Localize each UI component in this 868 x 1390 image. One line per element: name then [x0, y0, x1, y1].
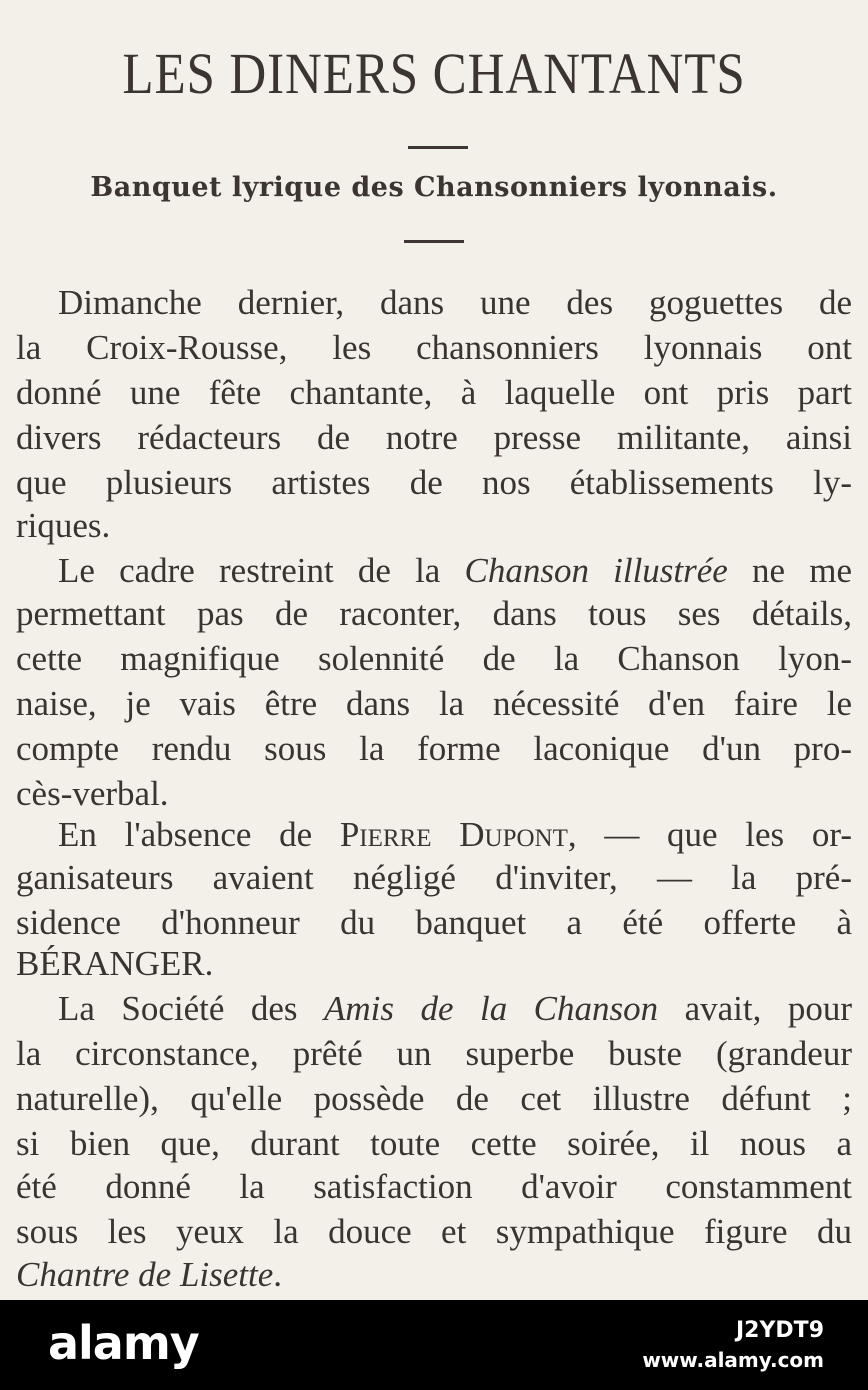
- text-run: , — que les or-: [567, 815, 852, 854]
- article-title: LES DINERS CHANTANTS: [122, 41, 746, 106]
- text-line: [58, 986, 852, 1032]
- site-url: www.alamy.com: [642, 1348, 824, 1372]
- title-divider: [408, 146, 468, 149]
- italic-title: Chantre de Lisette: [16, 1255, 274, 1294]
- text-line: riques.: [16, 506, 111, 545]
- text-line: compte rendu sous la forme laconique d'un pro-: [16, 729, 852, 768]
- text-line: si bien que, durant toute cette soirée, il nous a: [16, 1124, 852, 1163]
- text-line: BÉRANGER.: [16, 944, 214, 983]
- text-run: En l'absence de: [58, 815, 340, 854]
- text-line: cette magnifique solennité de la Chanson lyon-: [16, 639, 852, 678]
- text-line: sous les yeux la douce et sympathique figure du: [16, 1212, 852, 1251]
- text-run: avait, pour: [658, 989, 852, 1028]
- italic-title: Chanson illustrée: [464, 551, 728, 590]
- text-line: naise, je vais être dans la nécessité d'en faire le: [16, 684, 852, 723]
- text-line: divers rédacteurs de notre presse militante, ainsi: [16, 418, 852, 457]
- text-line: [58, 548, 852, 594]
- small-caps-name: Pierre Dupont: [339, 815, 568, 854]
- text-line: sidence d'honneur du banquet a été offerte à: [16, 903, 852, 942]
- text-run: ne me: [727, 551, 852, 590]
- text-line: permettant pas de raconter, dans tous ses détails,: [16, 594, 852, 633]
- italic-title: Amis de la Chanson: [324, 989, 659, 1028]
- text-line: donné une fête chantante, à laquelle ont pris part: [16, 373, 852, 412]
- text-line: ganisateurs avaient négligé d'inviter, — la pré-: [16, 858, 852, 897]
- text-line: la Croix-Rousse, les chansonniers lyonnais ont: [16, 328, 852, 367]
- article-subtitle: Banquet lyrique des Chansonniers lyonnais.: [90, 172, 778, 203]
- text-run: .: [273, 1255, 283, 1294]
- text-run: La Société des: [58, 989, 324, 1028]
- text-line: [16, 1252, 852, 1298]
- image-id: J2YDT9: [736, 1318, 824, 1343]
- text-line: été donné la satisfaction d'avoir constamment: [16, 1167, 852, 1206]
- text-line: [58, 812, 852, 858]
- text-line: naturelle), qu'elle possède de cet illustre défunt ;: [16, 1079, 852, 1118]
- text-line: cès-verbal.: [16, 774, 169, 813]
- text-line: la circonstance, prêté un superbe buste (grandeur: [16, 1034, 852, 1073]
- alamy-logo: alamy: [48, 1316, 199, 1370]
- text-line: que plusieurs artistes de nos établissements ly-: [16, 463, 852, 502]
- text-run: Le cadre restreint de la: [58, 551, 465, 590]
- text-line: Dimanche dernier, dans une des goguettes de: [58, 283, 852, 322]
- subtitle-divider: [404, 240, 464, 243]
